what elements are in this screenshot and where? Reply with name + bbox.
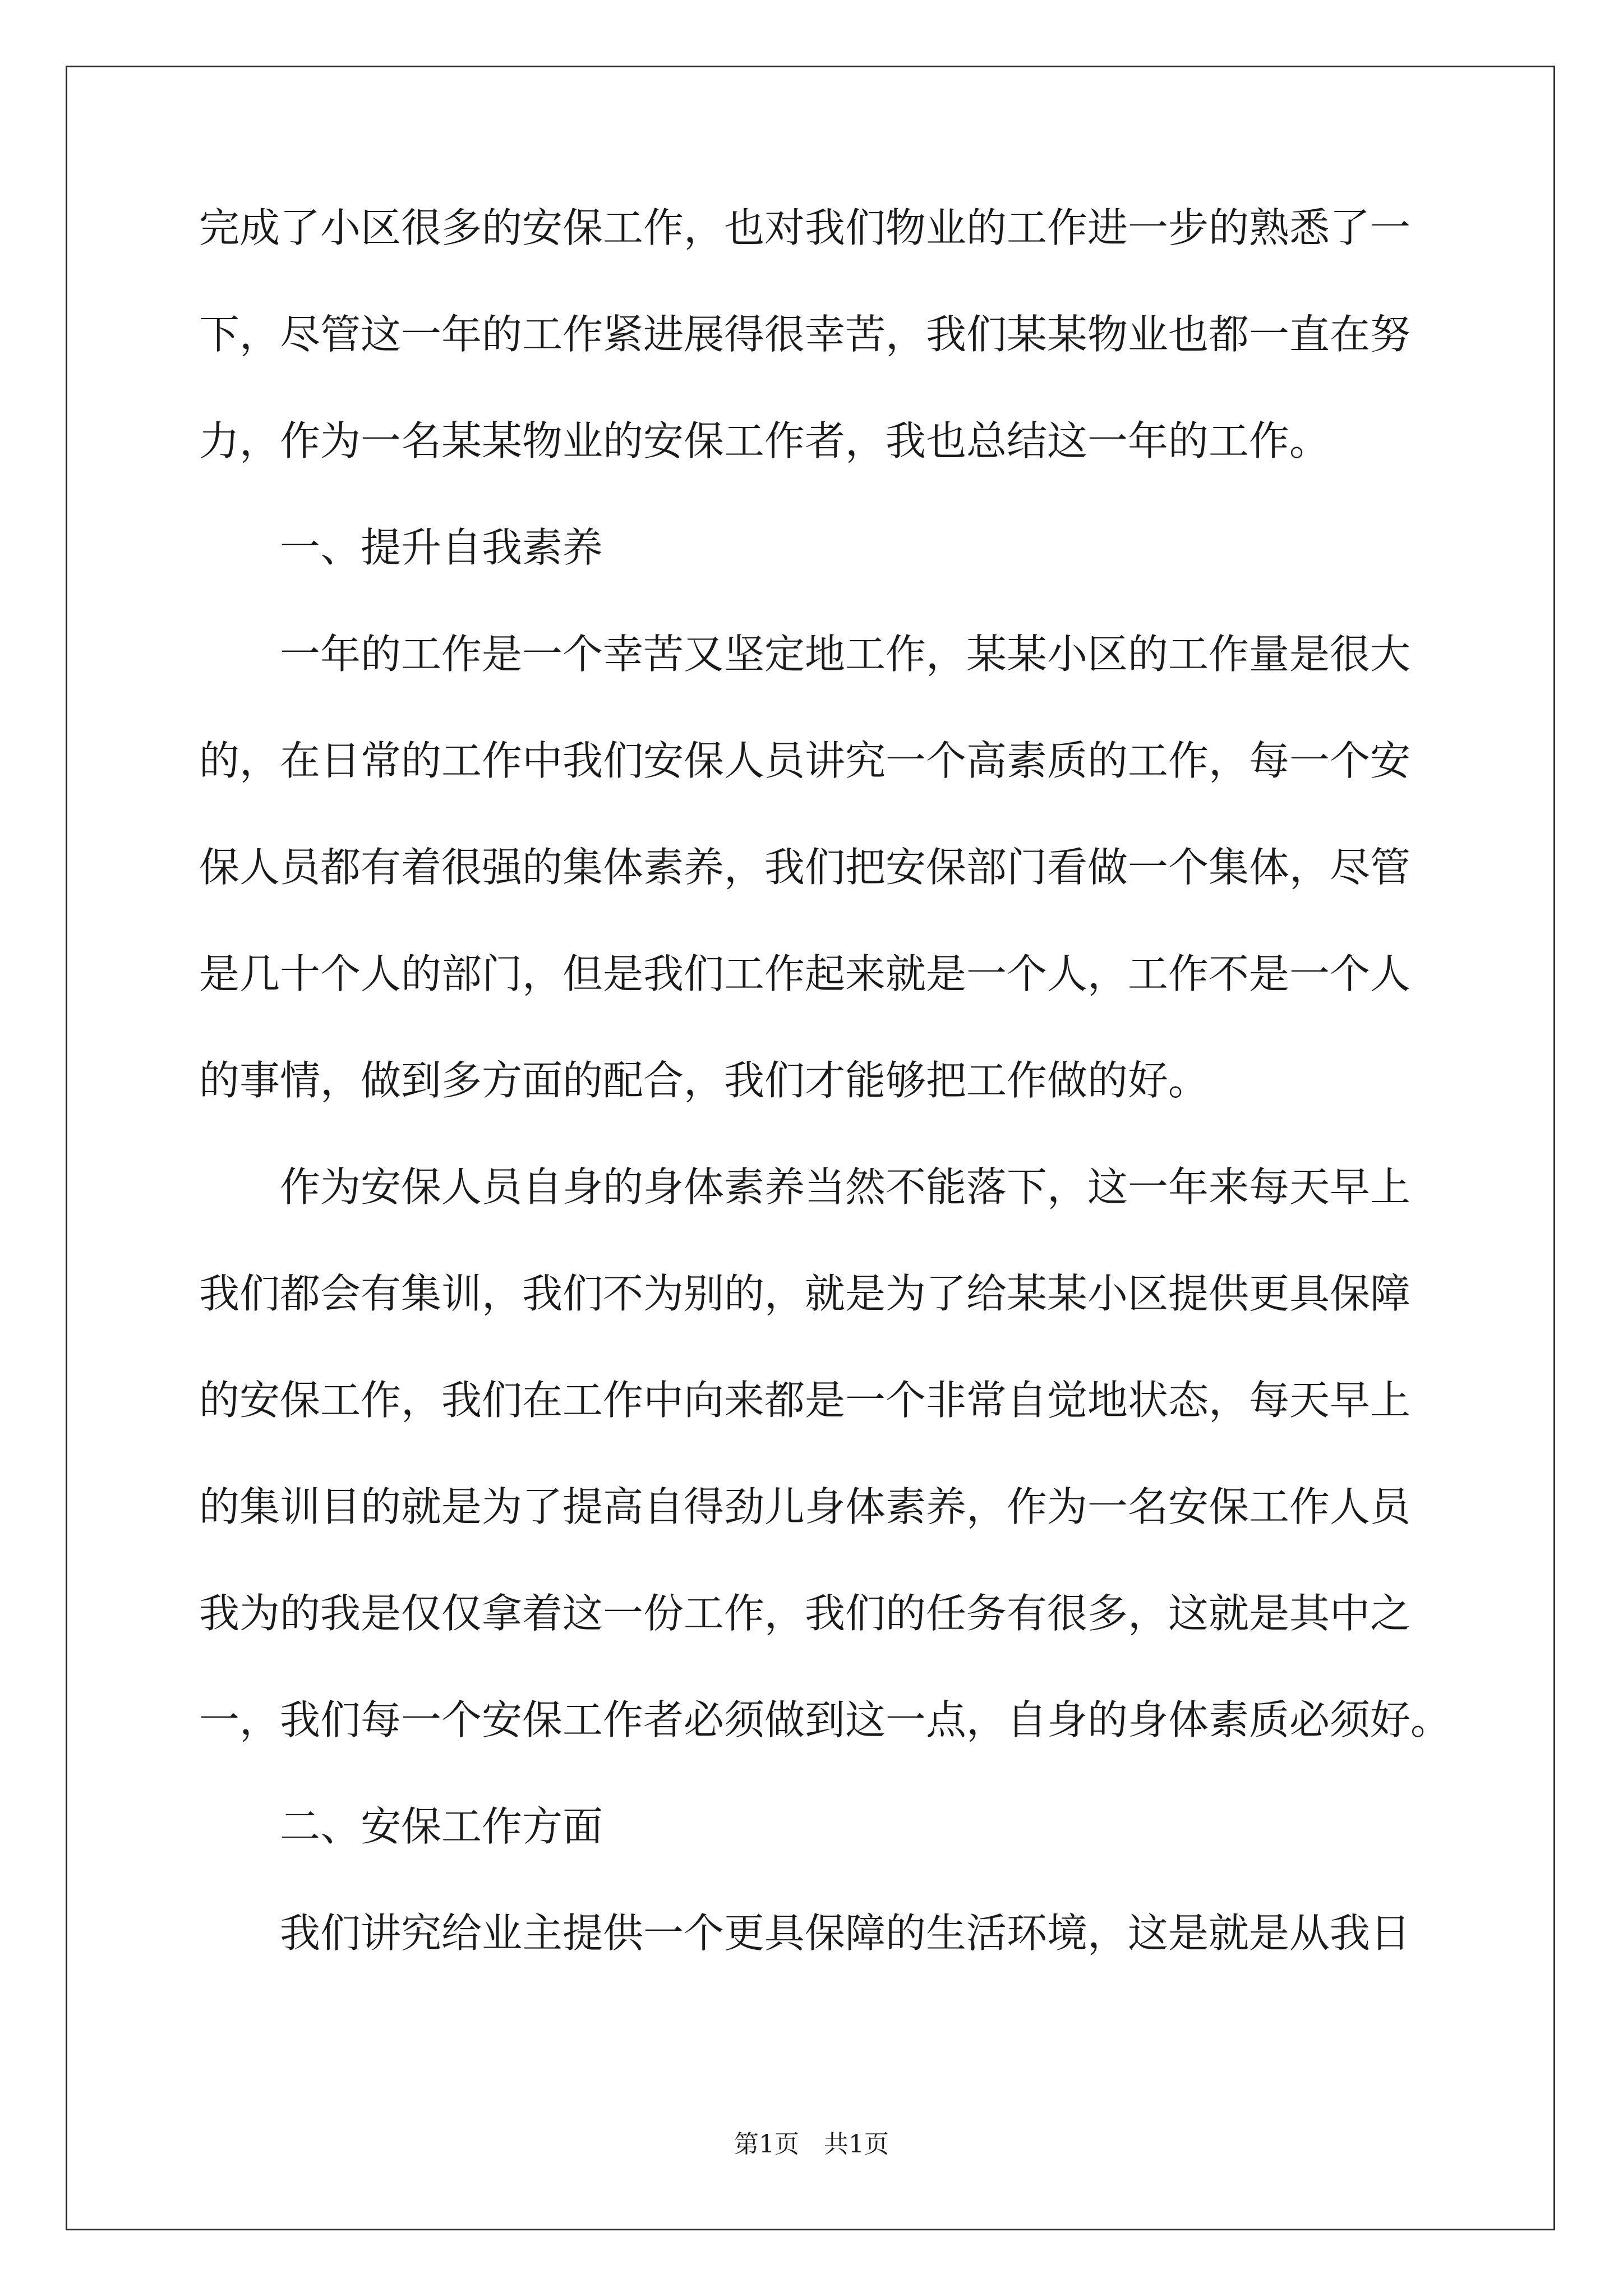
page-number: 第1页 bbox=[734, 2130, 799, 2159]
text-line: 一，我们每一个安保工作者必须做到这一点，自身的身体素质必须好。 bbox=[199, 1696, 1451, 1743]
page-footer bbox=[0, 2131, 1623, 2159]
text-line: 是几十个人的部门，但是我们工作起来就是一个人，工作不是一个人 bbox=[199, 950, 1411, 997]
text-line: 我为的我是仅仅拿着这一份工作，我们的任务有很多，这就是其中之 bbox=[199, 1590, 1411, 1637]
text-line: 我们都会有集训，我们不为别的，就是为了给某某小区提供更具保障 bbox=[199, 1270, 1411, 1317]
text-line: 的集训目的就是为了提高自得劲儿身体素养，作为一名安保工作人员 bbox=[199, 1483, 1411, 1530]
page-total: 共1页 bbox=[824, 2130, 889, 2159]
text-line: 的安保工作，我们在工作中向来都是一个非常自觉地状态，每天早上 bbox=[199, 1377, 1411, 1424]
document-body bbox=[199, 204, 1451, 2019]
text-line: 的，在日常的工作中我们安保人员讲究一个高素质的工作，每一个安 bbox=[199, 737, 1411, 784]
text-line: 完成了小区很多的安保工作，也对我们物业的工作进一步的熟悉了一 bbox=[199, 204, 1411, 251]
text-line: 保人员都有着很强的集体素养，我们把安保部门看做一个集体，尽管 bbox=[199, 844, 1411, 891]
section-heading: 二、安保工作方面 bbox=[280, 1803, 603, 1850]
text-line: 一年的工作是一个幸苦又坚定地工作，某某小区的工作量是很大 bbox=[280, 631, 1411, 678]
text-line: 下，尽管这一年的工作紧进展得很幸苦，我们某某物业也都一直在努 bbox=[199, 311, 1411, 358]
text-line: 力，作为一名某某物业的安保工作者，我也总结这一年的工作。 bbox=[199, 417, 1330, 464]
text-line: 我们讲究给业主提供一个更具保障的生活环境，这是就是从我日 bbox=[280, 1910, 1411, 1957]
section-heading: 一、提升自我素养 bbox=[280, 524, 603, 571]
text-line: 的事情，做到多方面的配合，我们才能够把工作做的好。 bbox=[199, 1057, 1209, 1104]
text-line: 作为安保人员自身的身体素养当然不能落下，这一年来每天早上 bbox=[280, 1163, 1411, 1211]
